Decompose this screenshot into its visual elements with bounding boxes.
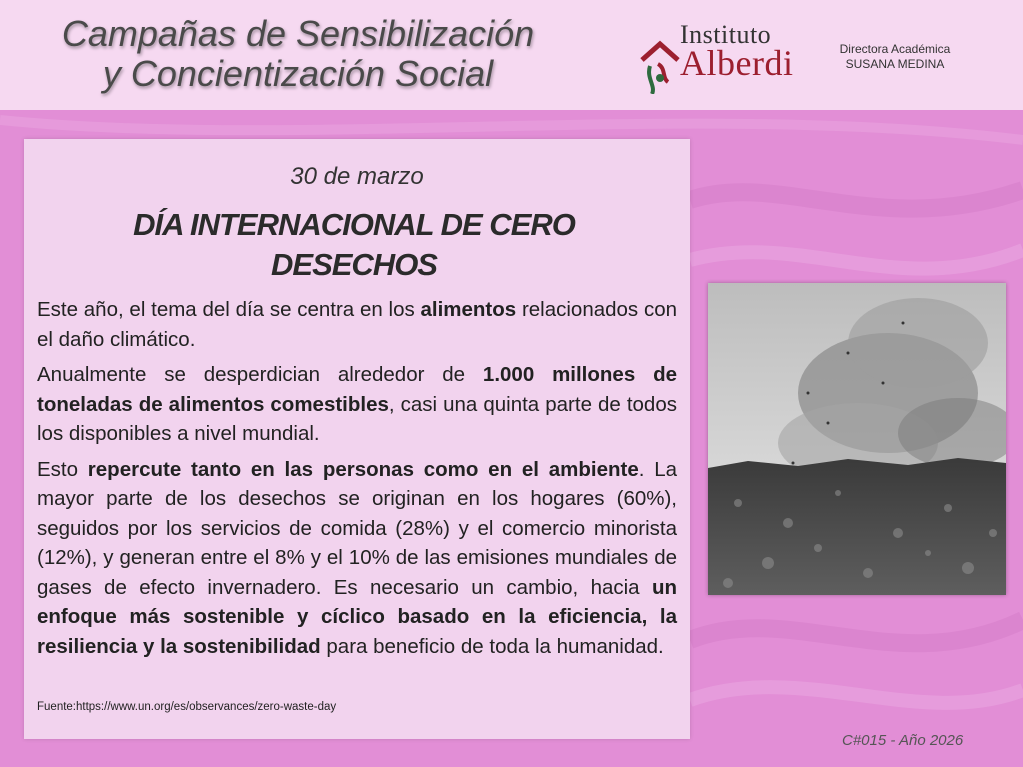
campaign-title-line1: Campañas de Sensibilización: [61, 13, 535, 54]
event-title: [64, 205, 644, 285]
paragraph-highlight: un enfoque más sostenible y cíclico basado en la eficiencia, la resiliencia y la sostenibilidad: [37, 575, 677, 658]
event-title-line1: DÍA INTERNACIONAL DE CERO: [133, 207, 575, 242]
logo-text-alberdi: Alberdi: [680, 43, 794, 83]
campaign-title-line2: y Concientización Social: [102, 53, 494, 94]
paragraph-highlight: alimentos: [420, 298, 517, 321]
paragraph-highlight: repercute tanto en las personas como en el ambiente: [87, 457, 639, 481]
paragraph-text: . La mayor parte de los desechos se originan en los hogares (60%), seguidos por los servicios de comida (28%) y el comercio minorista (12%), y generan entre el 8% y el 10% de las emisiones mundiales de gases de efecto invernadero. Es necesario un cambio, hacia: [37, 457, 677, 599]
institute-logo-icon: [640, 38, 680, 94]
paragraph-text: Anualmente se desperdician alrededor de: [37, 363, 483, 386]
paragraph-impact: [37, 455, 677, 662]
event-title-line2: DESECHOS: [271, 247, 437, 282]
campaign-title: [48, 14, 548, 94]
source-citation: Fuente:https://www.un.org/es/observances/zero-waste-day: [37, 701, 337, 713]
director-name: SUSANA MEDINA: [845, 57, 945, 71]
paragraph-text: Este año, el tema del día se centra en los: [37, 298, 421, 321]
director-role: Directora Académica: [839, 42, 951, 56]
paragraph-text: Esto: [37, 457, 88, 481]
campaign-code: C#015 - Año 2026: [842, 732, 964, 749]
paragraph-text: , casi una quinta parte de todos los disponibles a nivel mundial.: [37, 392, 677, 445]
paragraph-text: relacionados con el daño climático.: [37, 298, 677, 351]
paragraph-text: para beneficio de toda la humanidad.: [320, 634, 664, 658]
info-card: [24, 139, 690, 739]
paragraph-theme: [37, 295, 677, 354]
card-body: [37, 295, 677, 667]
paragraph-highlight: 1.000 millones de toneladas de alimentos comestibles: [37, 363, 677, 416]
director-credit: [820, 42, 970, 72]
header-banner: [0, 0, 1023, 110]
logo-text-instituto: Instituto: [680, 20, 772, 49]
landfill-smoke-photo: [708, 283, 1006, 595]
event-date: 30 de marzo: [290, 163, 424, 190]
paragraph-waste-amount: [37, 360, 677, 449]
institute-logo: [640, 18, 810, 98]
